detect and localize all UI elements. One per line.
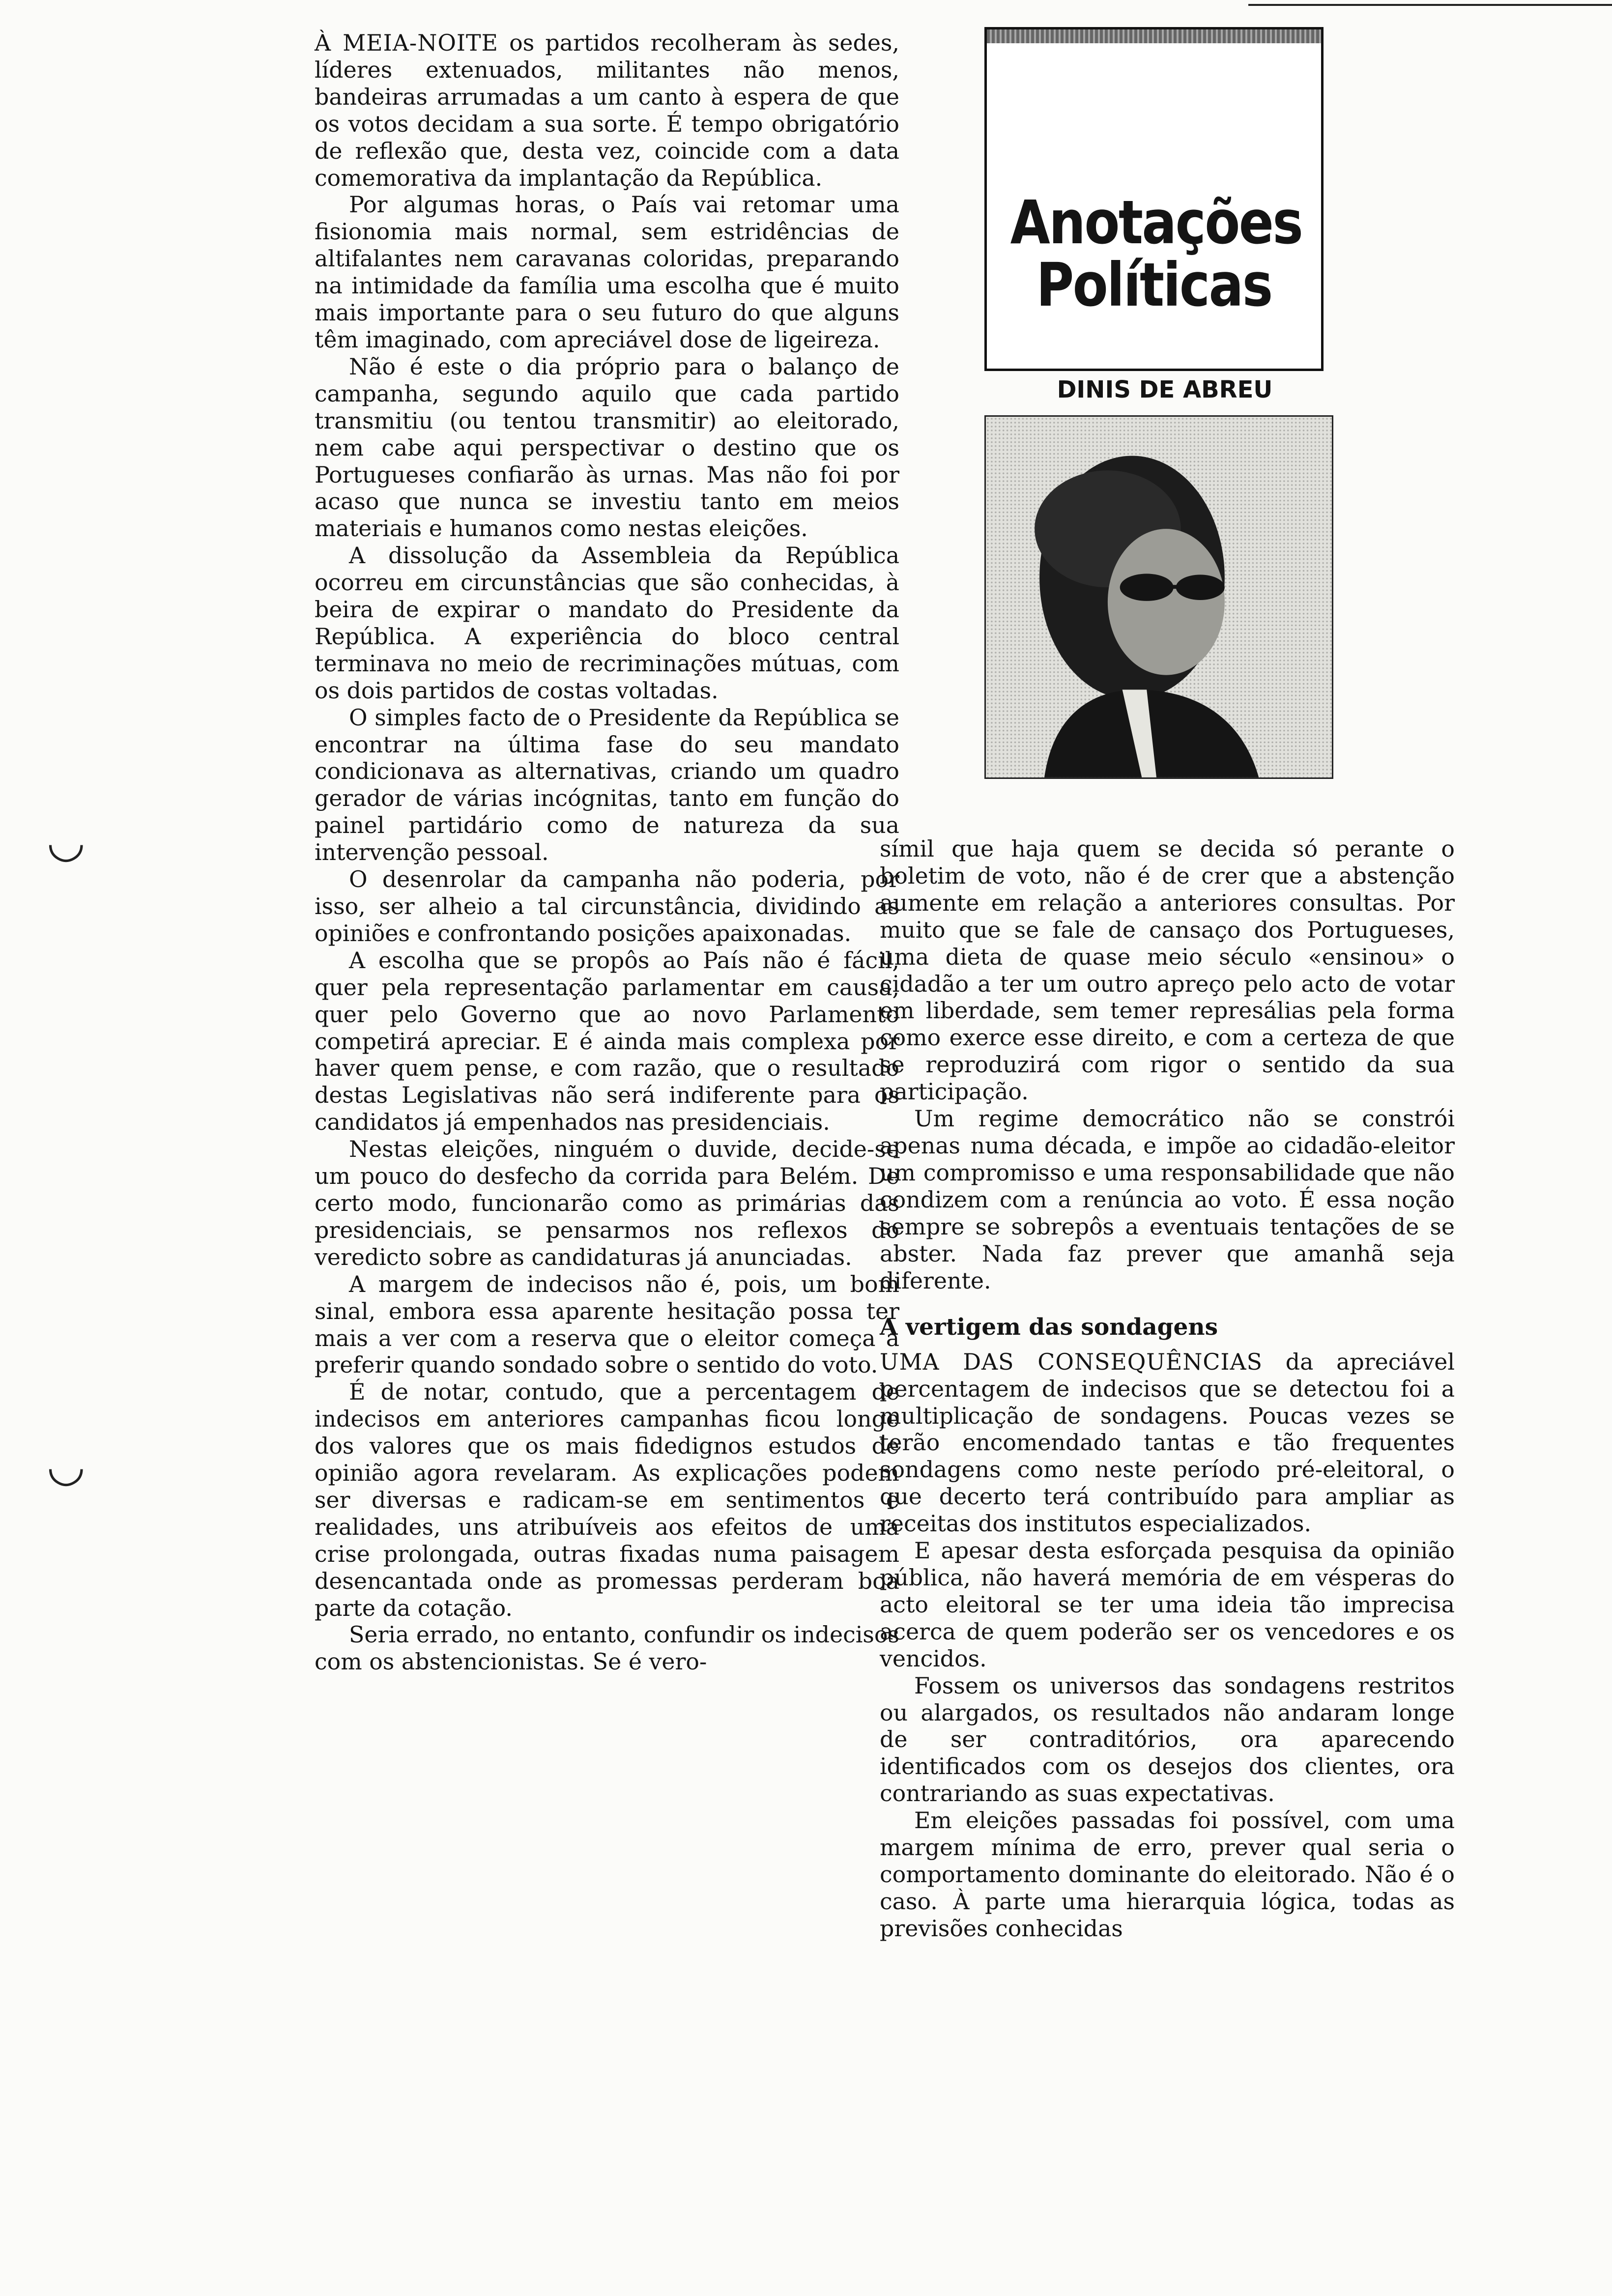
margin-mark-2: ◡ xyxy=(47,1440,86,1492)
right-paragraph-3: UMA DAS CONSEQUÊNCIAS da apreciável percentagem de indecisos que se detectou foi a multiplicação de sondagens. Poucas vezes se terão encomendado tantas e tão frequentes sondagens como neste período pré-eleitoral, o que decerto terá contribuído para ampliar as receitas dos institutos especializados. xyxy=(880,1348,1455,1537)
paragraph-9: A margem de indecisos não é, pois, um bom sinal, embora essa aparente hesitação possa ter mais a ver com a reserva que o eleitor começa a preferir quando sondado sobre o sentido do voto. xyxy=(315,1270,899,1378)
section-subheading: A vertigem das sondagens xyxy=(880,1314,1218,1341)
paragraph-4: A dissolução da Assembleia da República ocorreu em circunstâncias que são conhecidas, à beira de expirar o mandato do Presidente da República. A experiência do bloco central terminava no meio de recriminações mútuas, com os dois partidos de costas voltadas. xyxy=(315,542,899,704)
right-column xyxy=(880,835,1455,1942)
right-paragraph-2: Um regime democrático não se constrói apenas numa década, e impõe ao cidadão-eleitor um compromisso e uma responsabilidade que não condizem com a renúncia ao voto. É essa noção sempre se sobrepôs a eventuais tentações de se abster. Nada faz prever que amanhã seja diferente. xyxy=(880,1105,1455,1294)
paragraph-8: Nestas eleições, ninguém o duvide, decide-se um pouco do desfecho da corrida para Belém. De certo modo, funcionarão como as primárias das presidenciais, se pensarmos nos reflexos do veredicto sobre as candidaturas já anunciadas. xyxy=(315,1136,899,1270)
paragraph-10: É de notar, contudo, que a percentagem de indecisos em anteriores campanhas ficou longe dos valores que os mais fidedignos estudos de opinião agora revelaram. As explicações podem ser diversas e radicam-se em sentimentos e realidades, uns atribuíveis aos efeitos de uma crise prolongada, outras fixadas numa paisagem desencantada onde as promessas perderam boa parte da cotação. xyxy=(315,1378,899,1621)
right-paragraph-5: Fossem os universos das sondagens restritos ou alargados, os resultados não andaram longe de ser contraditórios, ora aparecendo identificados com os desejos dos clientes, ora contrariando as suas expectativas. xyxy=(880,1672,1455,1807)
author-photo xyxy=(984,415,1333,779)
column-title-box xyxy=(984,27,1324,371)
lead-caps: À MEIA-NOITE xyxy=(315,29,498,56)
paragraph-7: A escolha que se propôs ao País não é fácil, quer pela representação parlamentar em causa, quer pelo Governo que ao novo Parlamento competirá apreciar. E é ainda mais complexa por haver quem pense, e com razão, que o resultado destas Legislativas não será indiferente para os candidatos já empenhados nas presidenciais. xyxy=(315,947,899,1136)
paragraph-5: O simples facto de o Presidente da República se encontrar na última fase do seu mandato condicionava as alternativas, criando um quadro gerador de várias incógnitas, tanto em função do painel partidário como de natureza da sua intervenção pessoal. xyxy=(315,704,899,866)
sub-lead-caps: UMA DAS CONSEQUÊNCIAS xyxy=(880,1348,1263,1375)
left-column xyxy=(315,29,899,1675)
right-paragraph-4: E apesar desta esforçada pesquisa da opinião pública, não haverá memória de em vésperas do acto eleitoral se ter uma ideia tão imprecisa acerca de quem poderão ser os vencedores e os vencidos. xyxy=(880,1537,1455,1672)
author-byline: DINIS DE ABREU xyxy=(1057,376,1273,403)
paragraph-3: Não é este o dia próprio para o balanço de campanha, segundo aquilo que cada partido transmitiu (ou tentou transmitir) ao eleitorado, nem cabe aqui perspectivar o destino que os Portugueses confiarão às urnas. Mas não foi por acaso que nunca se investiu tanto em meios materiais e humanos como nestas eleições. xyxy=(315,353,899,542)
column-title: Anotações Políticas xyxy=(1010,188,1302,320)
paragraph-2: Por algumas horas, o País vai retomar uma fisionomia mais normal, sem estridências de altifalantes nem caravanas coloridas, preparando na intimidade da família uma escolha que é muito mais importante para o seu futuro do que alguns têm imaginado, com apreciável dose de ligeireza. xyxy=(315,191,899,353)
margin-mark-1: ◡ xyxy=(47,816,86,867)
right-paragraph-6: Em eleições passadas foi possível, com uma margem mínima de erro, prever qual seria o comportamento dominante do eleitorado. Não é o caso. À parte uma hierarquia lógica, todas as previsões conhecidas xyxy=(880,1807,1455,1942)
paragraph-1: À MEIA-NOITE os partidos recolheram às sedes, líderes extenuados, militantes não menos, bandeiras arrumadas a um canto à espera de que os votos decidam a sua sorte. É tempo obrigatório de reflexão que, desta vez, coincide com a data comemorativa da implantação da República. xyxy=(315,29,899,191)
author-portrait-image xyxy=(986,417,1332,777)
box-top-strip xyxy=(987,29,1321,43)
right-paragraph-1: símil que haja quem se decida só perante o boletim de voto, não é de crer que a abstenção aumente em relação a anteriores consultas. Por muito que se fale de cansaço dos Portugueses, uma dieta de quase meio século «ensinou» o cidadão a ter um outro apreço pelo acto de votar em liberdade, sem temer represálias pela forma como exerce esse direito, e com a certeza de que se reproduzirá com rigor o sentido da sua participação. xyxy=(880,835,1455,1105)
paragraph-11: Seria errado, no entanto, confundir os indecisos com os abstencionistas. Se é vero- xyxy=(315,1621,899,1675)
paragraph-6: O desenrolar da campanha não poderia, por isso, ser alheio a tal circunstância, dividindo as opiniões e confrontando posições apaixonadas. xyxy=(315,866,899,947)
header-rule xyxy=(1248,4,1612,6)
